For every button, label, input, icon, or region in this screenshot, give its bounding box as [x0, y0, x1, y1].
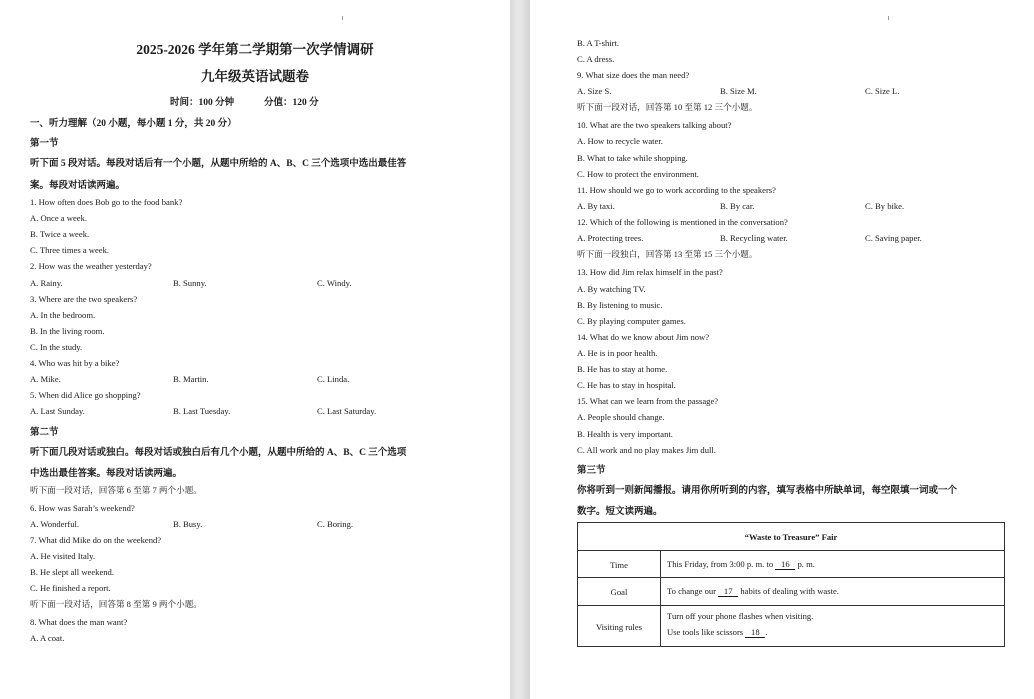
option-c: C. By playing computer games.	[577, 316, 686, 326]
option-b: B. Martin.	[173, 374, 209, 384]
part1-heading: 一、听力理解（20 小题，每小题 1 分，共 20 分）	[30, 119, 237, 129]
option-a: A. How to recycle water.	[577, 136, 663, 146]
answer-blank-18[interactable]: 18	[745, 628, 765, 638]
question-stem: 7. What did Mike do on the weekend?	[30, 535, 162, 545]
question-stem: 10. What are the two speakers talking about?	[577, 120, 732, 130]
option-b: B. Size M.	[720, 86, 757, 96]
option-b: B. In the living room.	[30, 326, 105, 336]
option-b: B. By car.	[720, 201, 755, 211]
option-b: B. Recycling water.	[720, 233, 788, 243]
option-c: C. He finished a report.	[30, 583, 111, 593]
fair-info-table	[577, 522, 1005, 647]
section1-instructions-cont: 案。每段对话读两遍。	[30, 181, 126, 191]
exam-time: 时间：100 分钟	[170, 98, 235, 108]
option-a: A. Last Sunday.	[30, 406, 85, 416]
section2-label: 第二节	[30, 428, 59, 438]
answer-blank-17[interactable]: 17	[718, 587, 738, 597]
section2-instructions-cont: 中选出最佳答案。每段对话读两遍。	[30, 469, 183, 479]
option-a: A. Wonderful.	[30, 519, 80, 529]
option-c: C. In the study.	[30, 342, 83, 352]
question-stem: 3. Where are the two speakers?	[30, 294, 138, 304]
monologue-note: 听下面一段独白，回答第 13 至第 15 三个小题。	[577, 249, 758, 259]
option-b: B. He slept all weekend.	[30, 567, 115, 577]
option-b: B. He has to stay at home.	[577, 364, 668, 374]
option-c: C. All work and no play makes Jim dull.	[577, 445, 716, 455]
question-stem: 6. How was Sarah’s weekend?	[30, 503, 135, 513]
option-a: A. Protecting trees.	[577, 233, 644, 243]
option-b: B. Health is very important.	[577, 429, 673, 439]
answer-blank-16[interactable]: 16	[775, 560, 795, 570]
question-stem: 12. Which of the following is mentioned in the conversation?	[577, 217, 788, 227]
section1-instructions: 听下面 5 段对话。每段对话后有一个小题，从题中所给的 A、B、C 三个选项中选出最佳答	[30, 159, 407, 169]
exam-title: 2025-2026 学年第二学期第一次学情调研	[136, 42, 374, 57]
option-c: C. A dress.	[577, 54, 615, 64]
option-c: C. Three times a week.	[30, 245, 110, 255]
table-value-rules-line2: Use tools like scissors 18 .	[667, 627, 768, 637]
table-label-goal: Goal	[578, 578, 661, 606]
option-b: B. What to take while shopping.	[577, 153, 688, 163]
section2-instructions: 听下面几段对话或独白。每段对话或独白后有几个小题，从题中所给的 A、B、C 三个选项	[30, 448, 407, 458]
option-b: B. Sunny.	[173, 278, 207, 288]
page-gutter	[510, 0, 530, 699]
option-b: B. A T-shirt.	[577, 38, 620, 48]
option-b: B. Last Tuesday.	[173, 406, 231, 416]
table-row-time	[578, 550, 1004, 578]
option-a: A. He is in poor health.	[577, 348, 658, 358]
option-b: B. Twice a week.	[30, 229, 90, 239]
left-page	[0, 0, 510, 699]
option-a: A. By taxi.	[577, 201, 615, 211]
option-c: C. Saving paper.	[865, 233, 922, 243]
option-a: A. Once a week.	[30, 213, 88, 223]
option-a: A. Rainy.	[30, 278, 63, 288]
option-c: C. How to protect the environment.	[577, 169, 699, 179]
option-c: C. Last Saturday.	[317, 406, 377, 416]
section3-instructions: 你将听到一则新闻播报。请用你所听到的内容，填写表格中所缺单词，每空限填一词或一个	[577, 486, 958, 496]
question-stem: 4. Who was hit by a bike?	[30, 358, 120, 368]
option-c: C. Boring.	[317, 519, 354, 529]
table-row-goal	[578, 577, 1004, 606]
table-row-rules	[578, 605, 1004, 647]
dialogue-note: 听下面一段对话，回答第 6 至第 7 两个小题。	[30, 485, 202, 495]
table-value-goal: To change our 17 habits of dealing with waste.	[667, 586, 839, 596]
option-b: B. By listening to music.	[577, 300, 663, 310]
section3-label: 第三节	[577, 466, 606, 476]
option-a: A. Size S.	[577, 86, 612, 96]
option-c: C. Windy.	[317, 278, 352, 288]
option-a: A. He visited Italy.	[30, 551, 96, 561]
table-title: “Waste to Treasure” Fair	[744, 531, 838, 542]
section1-label: 第一节	[30, 139, 59, 149]
option-a: A. By watching TV.	[577, 284, 646, 294]
question-stem: 13. How did Jim relax himself in the past?	[577, 267, 723, 277]
question-stem: 15. What can we learn from the passage?	[577, 396, 719, 406]
option-a: A. In the bedroom.	[30, 310, 96, 320]
table-value-time: This Friday, from 3:00 p. m. to 16 p. m.	[667, 559, 815, 569]
page-corner-mark	[342, 16, 343, 20]
section3-instructions-cont: 数字。短文读两遍。	[577, 507, 663, 517]
question-stem: 14. What do we know about Jim now?	[577, 332, 710, 342]
exam-score: 分值：120 分	[264, 98, 319, 108]
question-stem: 2. How was the weather yesterday?	[30, 261, 152, 271]
option-c: C. Linda.	[317, 374, 350, 384]
question-stem: 5. When did Alice go shopping?	[30, 390, 141, 400]
table-label-time: Time	[578, 551, 661, 578]
question-stem: 9. What size does the man need?	[577, 70, 690, 80]
option-c: C. He has to stay in hospital.	[577, 380, 676, 390]
table-label-rules: Visiting rules	[578, 606, 661, 647]
question-stem: 8. What does the man want?	[30, 617, 128, 627]
option-a: A. A coat.	[30, 633, 65, 643]
exam-subtitle: 九年级英语试题卷	[201, 69, 309, 84]
option-a: A. People should change.	[577, 412, 665, 422]
option-c: C. Size L.	[865, 86, 900, 96]
page-corner-mark	[888, 16, 889, 20]
option-c: C. By bike.	[865, 201, 905, 211]
option-a: A. Mike.	[30, 374, 61, 384]
dialogue-note: 听下面一段对话，回答第 8 至第 9 两个小题。	[30, 599, 202, 609]
option-b: B. Busy.	[173, 519, 203, 529]
question-stem: 1. How often does Bob go to the food bank?	[30, 197, 183, 207]
table-value-rules-line1: Turn off your phone flashes when visiting.	[667, 611, 814, 621]
question-stem: 11. How should we go to work according to the speakers?	[577, 185, 776, 195]
dialogue-note: 听下面一段对话，回答第 10 至第 12 三个小题。	[577, 102, 758, 112]
